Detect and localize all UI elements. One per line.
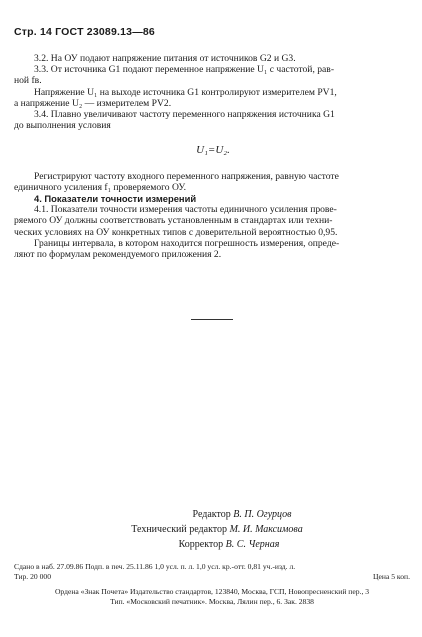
end-divider — [191, 319, 233, 320]
page-header: Стр. 14 ГОСТ 23089.13—86 — [14, 26, 155, 38]
credit-proofreader-name: В. С. Черная — [225, 539, 280, 550]
pub-publisher: Ордена «Знак Почета» Издательство стандартов, 123840, Москва, ГСП, Новопресненский пер., 3 — [54, 587, 370, 596]
credit-editor-name: В. П. Огурцов — [233, 509, 292, 520]
credit-editor-role: Редактор — [192, 509, 231, 520]
document-body — [14, 53, 412, 260]
credit-editor — [0, 507, 422, 522]
paragraph-4-1-line2: ряемого ОУ должны соответствовать установленным в стандартах или техни- — [14, 215, 333, 227]
credit-tech-editor — [0, 522, 422, 537]
paragraph-bounds-line2: ляют по формулам рекомендуемого приложения 2. — [14, 249, 222, 261]
paragraph-voltage-line1: Напряжение U₁ на выходе источника G1 контролируют измерителем PV1, — [34, 86, 337, 98]
paragraph-bounds-line1: Границы интервала, в котором находится погрешность измерения, опреде- — [34, 237, 340, 249]
publication-info — [14, 562, 410, 606]
pub-price: Цена 5 коп. — [373, 571, 410, 581]
paragraph-4-1-line1: 4.1. Показатели точности измерения частоты единичного усиления прове- — [34, 204, 337, 216]
pub-printer: Тип. «Московский печатник». Москва, Лялин пер., 6. Зак. 2838 — [110, 596, 314, 606]
credit-tech-editor-role: Технический редактор — [131, 524, 228, 535]
paragraph-register-line1: Регистрируют частоту входного переменного напряжения, равную частоте — [34, 170, 339, 182]
paragraph-3-3-line2: ной fв. — [14, 75, 42, 87]
pub-circulation: Тир. 20 000 — [14, 571, 51, 581]
paragraph-3-3-line1: 3.3. От источника G1 подают переменное напряжение U₁ с частотой, рав- — [34, 64, 335, 76]
credit-proofreader-role: Корректор — [178, 539, 224, 550]
credit-proofreader — [0, 537, 422, 552]
formula-condition: U₁=U₂. — [196, 144, 230, 157]
paragraph-register-line2: единичного усиления f₁ проверяемого ОУ. — [14, 181, 187, 193]
paragraph-3-4-line2: до выполнения условия — [14, 120, 111, 132]
credit-tech-editor-name: М. И. Максимова — [229, 524, 303, 535]
paragraph-voltage-line2: а напряжение U₂ — измерителем PV2. — [14, 97, 172, 109]
pub-print-data: Сдано в наб. 27.09.86 Подп. в печ. 25.11.86 1,0 усл. п. л. 1,0 усл. кр.-отт. 0,81 уч.-изд. л. — [14, 562, 296, 571]
paragraph-3-2: 3.2. На ОУ подают напряжение питания от источников G2 и G3. — [34, 53, 296, 64]
paragraph-4-1-line3: ческих условиях на ОУ конкретных типов с доверительной вероятностью 0,95. — [14, 226, 338, 238]
credits-block — [0, 507, 422, 552]
paragraph-3-4-line1: 3.4. Плавно увеличивают частоту переменного напряжения источника G1 — [34, 109, 335, 121]
section-4-heading: 4. Показатели точности измерений — [34, 193, 197, 205]
pub-circulation-row — [14, 572, 410, 582]
